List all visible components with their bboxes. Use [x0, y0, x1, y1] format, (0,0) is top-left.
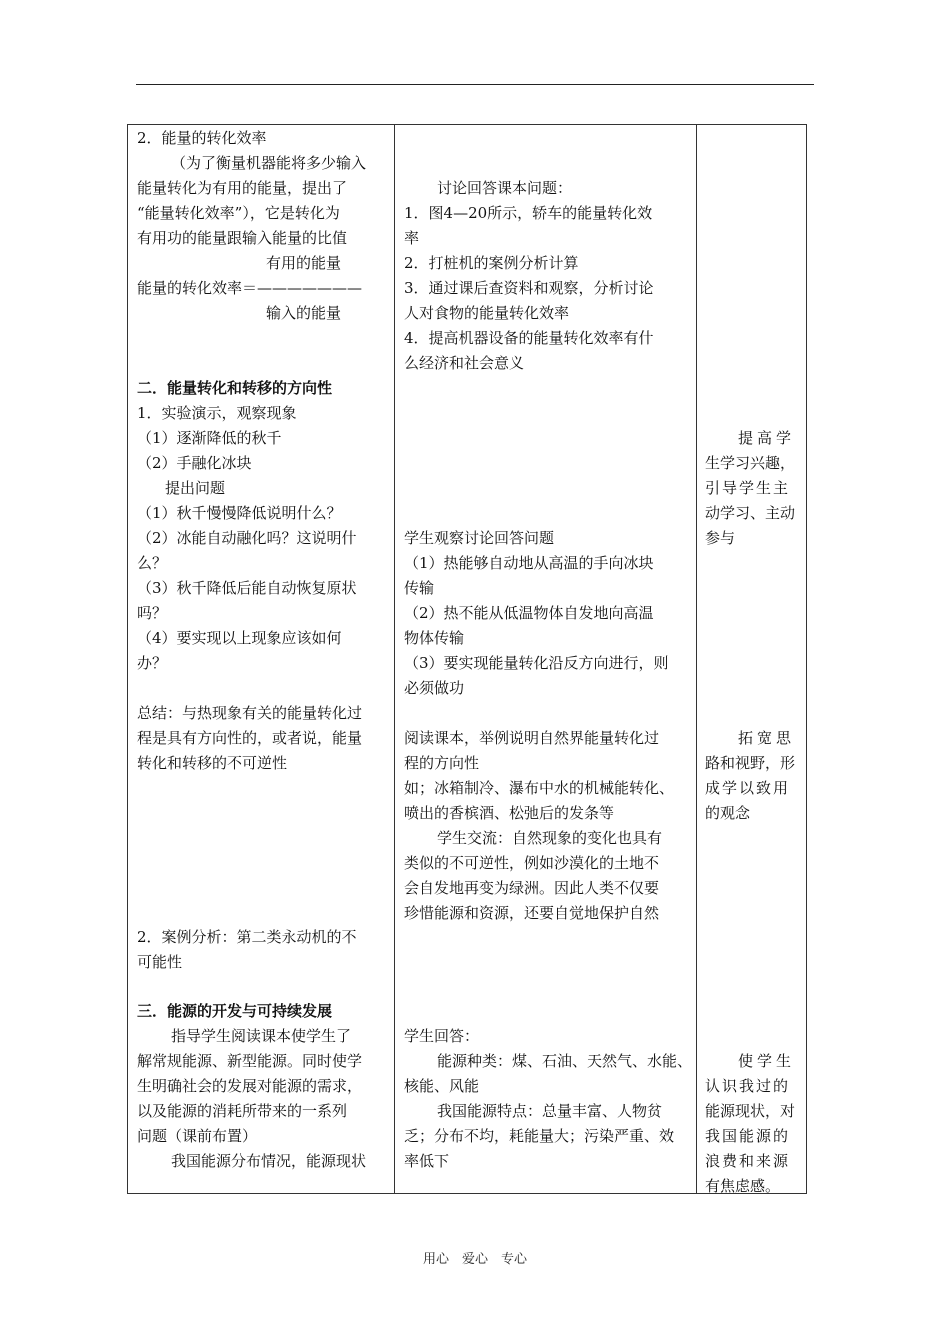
text-line: （2）热不能从低温物体自发地向高温: [404, 604, 654, 622]
text-line: 问题（课前布置）: [137, 1127, 258, 1145]
text-line: 能量转化为有用的能量，提出了: [137, 179, 348, 197]
text-line: 人对食物的能量转化效率: [404, 304, 570, 322]
text-line: （2）手融化冰块: [137, 454, 252, 472]
formula-line: 能量的转化效率＝———————: [137, 279, 363, 297]
text-line: 我国能源分布情况，能源现状: [171, 1152, 367, 1170]
text-line: 生明确社会的发展对能源的需求，: [137, 1077, 363, 1095]
text-line: 办？: [137, 654, 168, 672]
text-line: 4．提高机器设备的能量转化效率有什: [404, 329, 654, 347]
text-line: 拓宽思: [738, 729, 796, 747]
text-line: 会自发地再变为绿洲。因此人类不仅要: [404, 879, 660, 897]
text-line: 么经济和社会意义: [404, 354, 525, 372]
text-line: “能量转化效率”），它是转化为: [137, 204, 340, 222]
formula-denominator: 输入的能量: [266, 304, 342, 322]
text-line: 浪费和来源: [705, 1152, 791, 1170]
text-line: 参与: [705, 529, 736, 547]
text-line: （3）要实现能量转化沿反方向进行，则: [404, 654, 669, 672]
text-line: 吗？: [137, 604, 168, 622]
text-line: 成学以致用: [705, 779, 791, 797]
text-line: 能源现状，对: [705, 1102, 796, 1120]
text-line: 传输: [404, 579, 435, 597]
text-line: 动学习、主动: [705, 504, 796, 522]
text-line: （为了衡量机器能将多少输入: [171, 154, 367, 172]
text-line: 有用功的能量跟输入能量的比值: [137, 229, 348, 247]
text-line: 学生交流：自然现象的变化也具有: [437, 829, 663, 847]
text-line: 程是具有方向性的，或者说，能量: [137, 729, 363, 747]
text-line: （1）逐渐降低的秋千: [137, 429, 282, 447]
text-line: 指导学生阅读课本使学生了: [171, 1027, 352, 1045]
text-line: 1．图4—20所示，轿车的能量转化效: [404, 204, 653, 222]
text-line: 率低下: [404, 1152, 450, 1170]
text-line: 2．能量的转化效率: [137, 129, 267, 147]
text-line: 生学习兴趣，: [705, 454, 796, 472]
text-line: 讨论回答课本问题：: [437, 179, 573, 197]
text-line: 核能、风能: [404, 1077, 480, 1095]
page-footer: 用心 爱心 专心: [422, 1252, 527, 1267]
text-line: 乏；分布不均，耗能量大；污染严重、效: [404, 1127, 675, 1145]
text-line: 使学生: [738, 1052, 796, 1070]
text-line: 如；冰箱制冷、瀑布中水的机械能转化、: [404, 779, 675, 797]
text-line: 阅读课本，举例说明自然界能量转化过: [404, 729, 660, 747]
text-line: 路和视野，形: [705, 754, 796, 772]
text-line: 2．打桩机的案例分析计算: [404, 254, 579, 272]
text-line: 解常规能源、新型能源。同时使学: [137, 1052, 363, 1070]
text-line: 么？: [137, 554, 168, 572]
text-line: 程的方向性: [404, 754, 480, 772]
text-line: 引导学生主: [705, 479, 791, 497]
text-line: 珍惜能源和资源，还要自觉地保护自然: [404, 904, 660, 922]
text-line: 提高学: [738, 429, 796, 447]
text-line: 可能性: [137, 953, 183, 971]
text-line: 学生回答：: [404, 1027, 480, 1045]
text-line: 学生观察讨论回答问题: [404, 529, 555, 547]
text-line: （1）秋千慢慢降低说明什么？: [137, 504, 342, 522]
text-line: （1）热能够自动地从高温的手向冰块: [404, 554, 654, 572]
column-divider-1: [394, 125, 395, 1193]
text-line: 认识我过的: [705, 1077, 791, 1095]
text-line: 喷出的香槟酒、松弛后的发条等: [404, 804, 615, 822]
text-line: 3．通过课后查资料和观察，分析讨论: [404, 279, 654, 297]
text-line: 转化和转移的不可逆性: [137, 754, 288, 772]
text-line: 2．案例分析：第二类永动机的不: [137, 928, 357, 946]
text-line: （4）要实现以上现象应该如何: [137, 629, 342, 647]
text-line: 必须做功: [404, 679, 465, 697]
text-line: 我国能源的: [705, 1127, 791, 1145]
text-line: 能源种类：煤、石油、天然气、水能、: [437, 1052, 693, 1070]
text-line: 以及能源的消耗所带来的一系列: [137, 1102, 348, 1120]
text-line: 有焦虑感。: [705, 1177, 781, 1195]
text-line: （3）秋千降低后能自动恢复原状: [137, 579, 357, 597]
section-heading: 二．能量转化和转移的方向性: [137, 379, 333, 397]
text-line: 率: [404, 229, 420, 247]
text-line: （2）冰能自动融化吗？这说明什: [137, 529, 357, 547]
header-rule: [136, 84, 814, 85]
column-divider-2: [696, 125, 697, 1193]
text-line: 我国能源特点：总量丰富、人物贫: [437, 1102, 663, 1120]
formula-numerator: 有用的能量: [266, 254, 342, 272]
text-line: 提出问题: [165, 479, 226, 497]
text-line: 1．实验演示，观察现象: [137, 404, 297, 422]
text-line: 的观念: [705, 804, 751, 822]
text-line: 类似的不可逆性，例如沙漠化的土地不: [404, 854, 660, 872]
text-line: 物体传输: [404, 629, 465, 647]
section-heading: 三．能源的开发与可持续发展: [137, 1002, 333, 1020]
text-line: 总结：与热现象有关的能量转化过: [137, 704, 363, 722]
